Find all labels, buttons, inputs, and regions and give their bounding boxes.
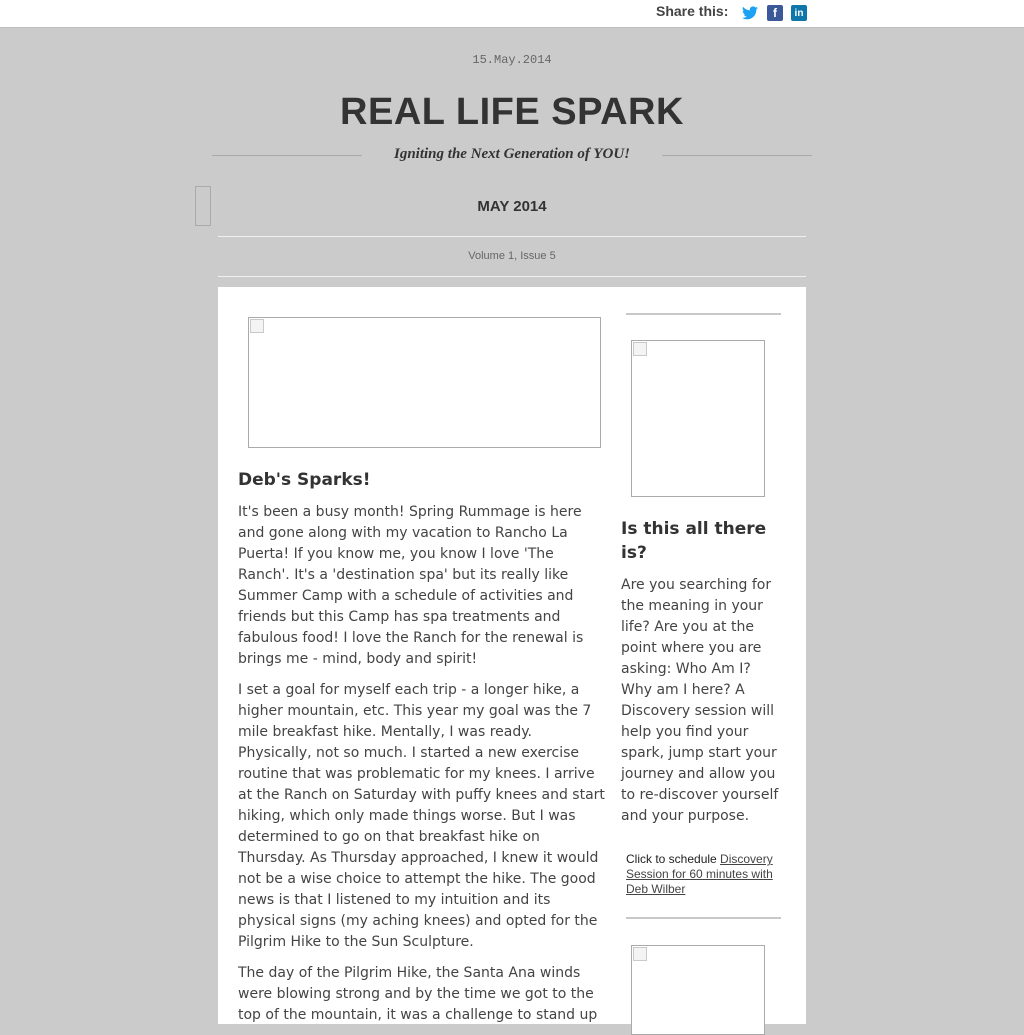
sidebar-divider xyxy=(626,917,781,919)
sidebar-heading: Is this all there is? xyxy=(621,519,767,563)
linkedin-icon[interactable]: in xyxy=(791,5,807,21)
twitter-icon[interactable] xyxy=(742,5,758,21)
share-bar xyxy=(0,0,1024,28)
newsletter-title: REAL LIFE SPARK xyxy=(340,91,684,133)
tagline-divider-left xyxy=(212,155,362,156)
schedule-cta xyxy=(626,852,786,897)
tagline-divider-right xyxy=(662,155,812,156)
divider xyxy=(218,276,806,277)
divider xyxy=(218,236,806,237)
main-paragraph-3: The day of the Pilgrim Hike, the Santa Ana winds were blowing strong and by the time we got to the top of the mountain, it was a challenge to stand up xyxy=(238,965,598,1023)
share-label: Share this: xyxy=(656,3,729,19)
issue-date: 15.May.2014 xyxy=(472,53,552,67)
main-paragraph-2: I set a goal for myself each trip - a longer hike, a higher mountain, etc. This year my goal was the 7 mile breakfast hike. Mentally, I was ready. Physically, not so much. I started a new exercise routine that was problematic for my knees. I arrive at the Ranch on Saturday with puffy knees and start hiking, which only made things worse. But I was determined to go on that breakfast hike on Thursday. As Thursday approached, I knew it would not be a wise choice to attempt the hike. The good news is that I listened to my intuition and its physical signs (my aching knees) and opted for the Pilgrim Hike to the Sun Sculpture. xyxy=(238,682,605,950)
sidebar-image-2 xyxy=(631,945,765,1035)
tagline: Igniting the Next Generation of YOU! xyxy=(394,146,630,162)
cta-prefix: Click to schedule xyxy=(626,852,721,866)
sidebar-paragraph: Are you searching for the meaning in your life? Are you at the point where you are asking: Who Am I? Why am I here? A Discovery session will help you find your spark, jump start your journey and allow you to re-discover yourself and your purpose. xyxy=(621,577,779,824)
issue-month: MAY 2014 xyxy=(477,198,547,215)
main-paragraph-1: It's been a busy month! Spring Rummage is here and gone along with my vacation to Rancho La Puerta! If you know me, you know I love 'The Ranch'. It's a 'destination spa' but its really like Summer Camp with a schedule of activities and friends but this Camp has spa treatments and fabulous food! I love the Ranch for the renewal is brings me - mind, body and spirit! xyxy=(238,504,584,667)
discovery-session-link[interactable]: Discovery Session for 60 minutes with Deb Wilber xyxy=(626,852,773,896)
main-heading: Deb's Sparks! xyxy=(238,470,371,490)
facebook-icon[interactable]: f xyxy=(767,5,783,21)
issue-volume: Volume 1, Issue 5 xyxy=(468,250,556,262)
main-banner-image xyxy=(248,317,601,448)
sidebar-image xyxy=(631,340,765,497)
sidebar-divider xyxy=(626,313,781,315)
newsletter-body xyxy=(218,287,806,1024)
broken-image-icon xyxy=(195,186,211,226)
